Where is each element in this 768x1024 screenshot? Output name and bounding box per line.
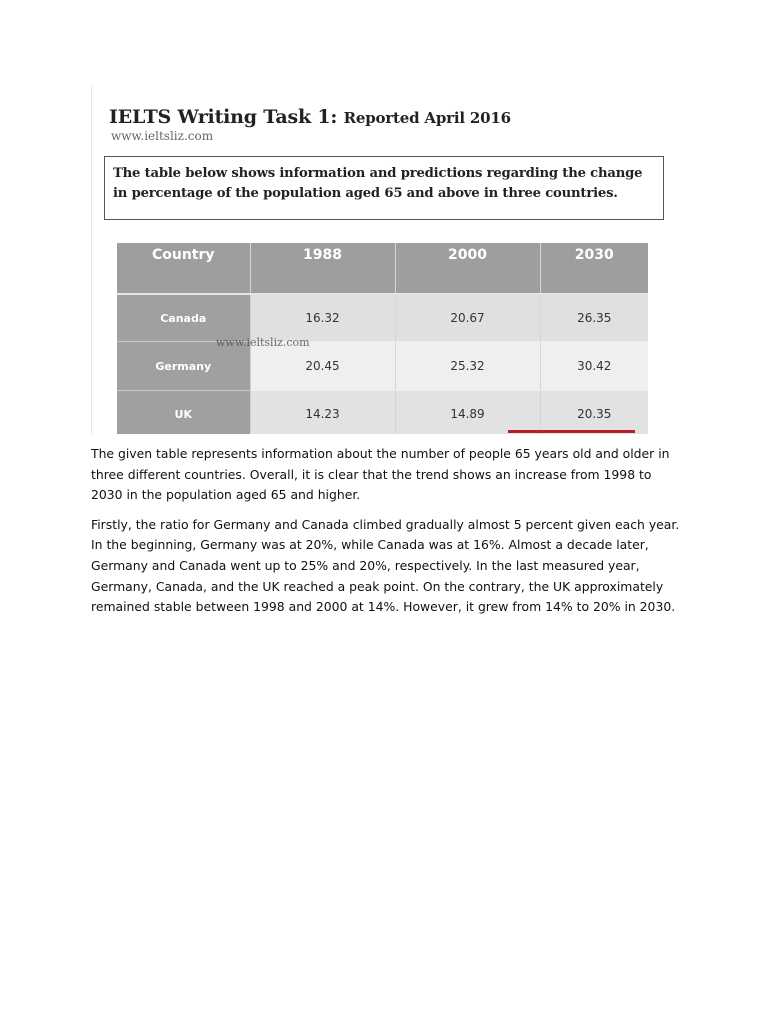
table-cell: 26.35 xyxy=(540,294,648,342)
row-country-cell: UK xyxy=(117,391,250,435)
watermark-text: www.ieltsliz.com xyxy=(216,336,310,349)
essay-line: three different countries. Overall, it is clear that the trend shows an increase from 1998 to xyxy=(91,466,652,482)
table-row xyxy=(117,294,648,342)
population-table xyxy=(117,243,648,434)
table-row xyxy=(117,391,648,435)
essay-line: Germany and Canada went up to 25% and 20%, respectively. In the last measured year, xyxy=(91,557,640,573)
essay-line: remained stable between 1998 and 2000 at 14%. However, it grew from 14% to 20% in 2030. xyxy=(91,599,676,615)
red-underline-mark xyxy=(508,430,635,433)
task-prompt-box xyxy=(104,156,664,220)
table-cell: 30.42 xyxy=(540,342,648,391)
column-header-2030: 2030 xyxy=(540,243,648,294)
figure-url: www.ieltsliz.com xyxy=(111,129,214,143)
table-cell: 20.45 xyxy=(250,342,395,391)
task-figure-image xyxy=(91,86,676,434)
column-header-2000: 2000 xyxy=(395,243,540,294)
table-cell: 20.35 xyxy=(540,391,648,435)
table-header-row xyxy=(117,243,648,294)
essay-paragraph xyxy=(91,515,687,618)
table-cell: 25.32 xyxy=(395,342,540,391)
table-row xyxy=(117,342,648,391)
table-cell: 20.67 xyxy=(395,294,540,342)
essay-body xyxy=(91,444,687,627)
table-cell: 14.89 xyxy=(395,391,540,435)
table-cell: 14.23 xyxy=(250,391,395,435)
essay-line: 2030 in the population aged 65 and higher. xyxy=(91,487,361,503)
column-header-country: Country xyxy=(117,243,250,294)
essay-paragraph xyxy=(91,444,687,506)
essay-line: Germany, Canada, and the UK reached a peak point. On the contrary, the UK approximately xyxy=(91,578,664,594)
essay-line: Firstly, the ratio for Germany and Canada climbed gradually almost 5 percent given each year. xyxy=(91,516,680,532)
figure-title-sub: Reported April 2016 xyxy=(343,109,511,127)
row-country-cell: Canada xyxy=(117,294,250,342)
task-prompt-line: in percentage of the population aged 65 and above in three countries. xyxy=(113,186,618,201)
table-cell: 16.32 xyxy=(250,294,395,342)
essay-line: The given table represents information about the number of people 65 years old and older in xyxy=(91,446,670,461)
row-country-cell: Germany xyxy=(117,342,250,391)
figure-title xyxy=(109,106,511,128)
task-prompt-line: The table below shows information and predictions regarding the change xyxy=(113,166,643,181)
column-header-1988: 1988 xyxy=(250,243,395,294)
essay-line: In the beginning, Germany was at 20%, while Canada was at 16%. Almost a decade later, xyxy=(91,537,649,553)
figure-edge xyxy=(91,86,92,434)
figure-title-main: IELTS Writing Task 1: xyxy=(109,106,344,128)
